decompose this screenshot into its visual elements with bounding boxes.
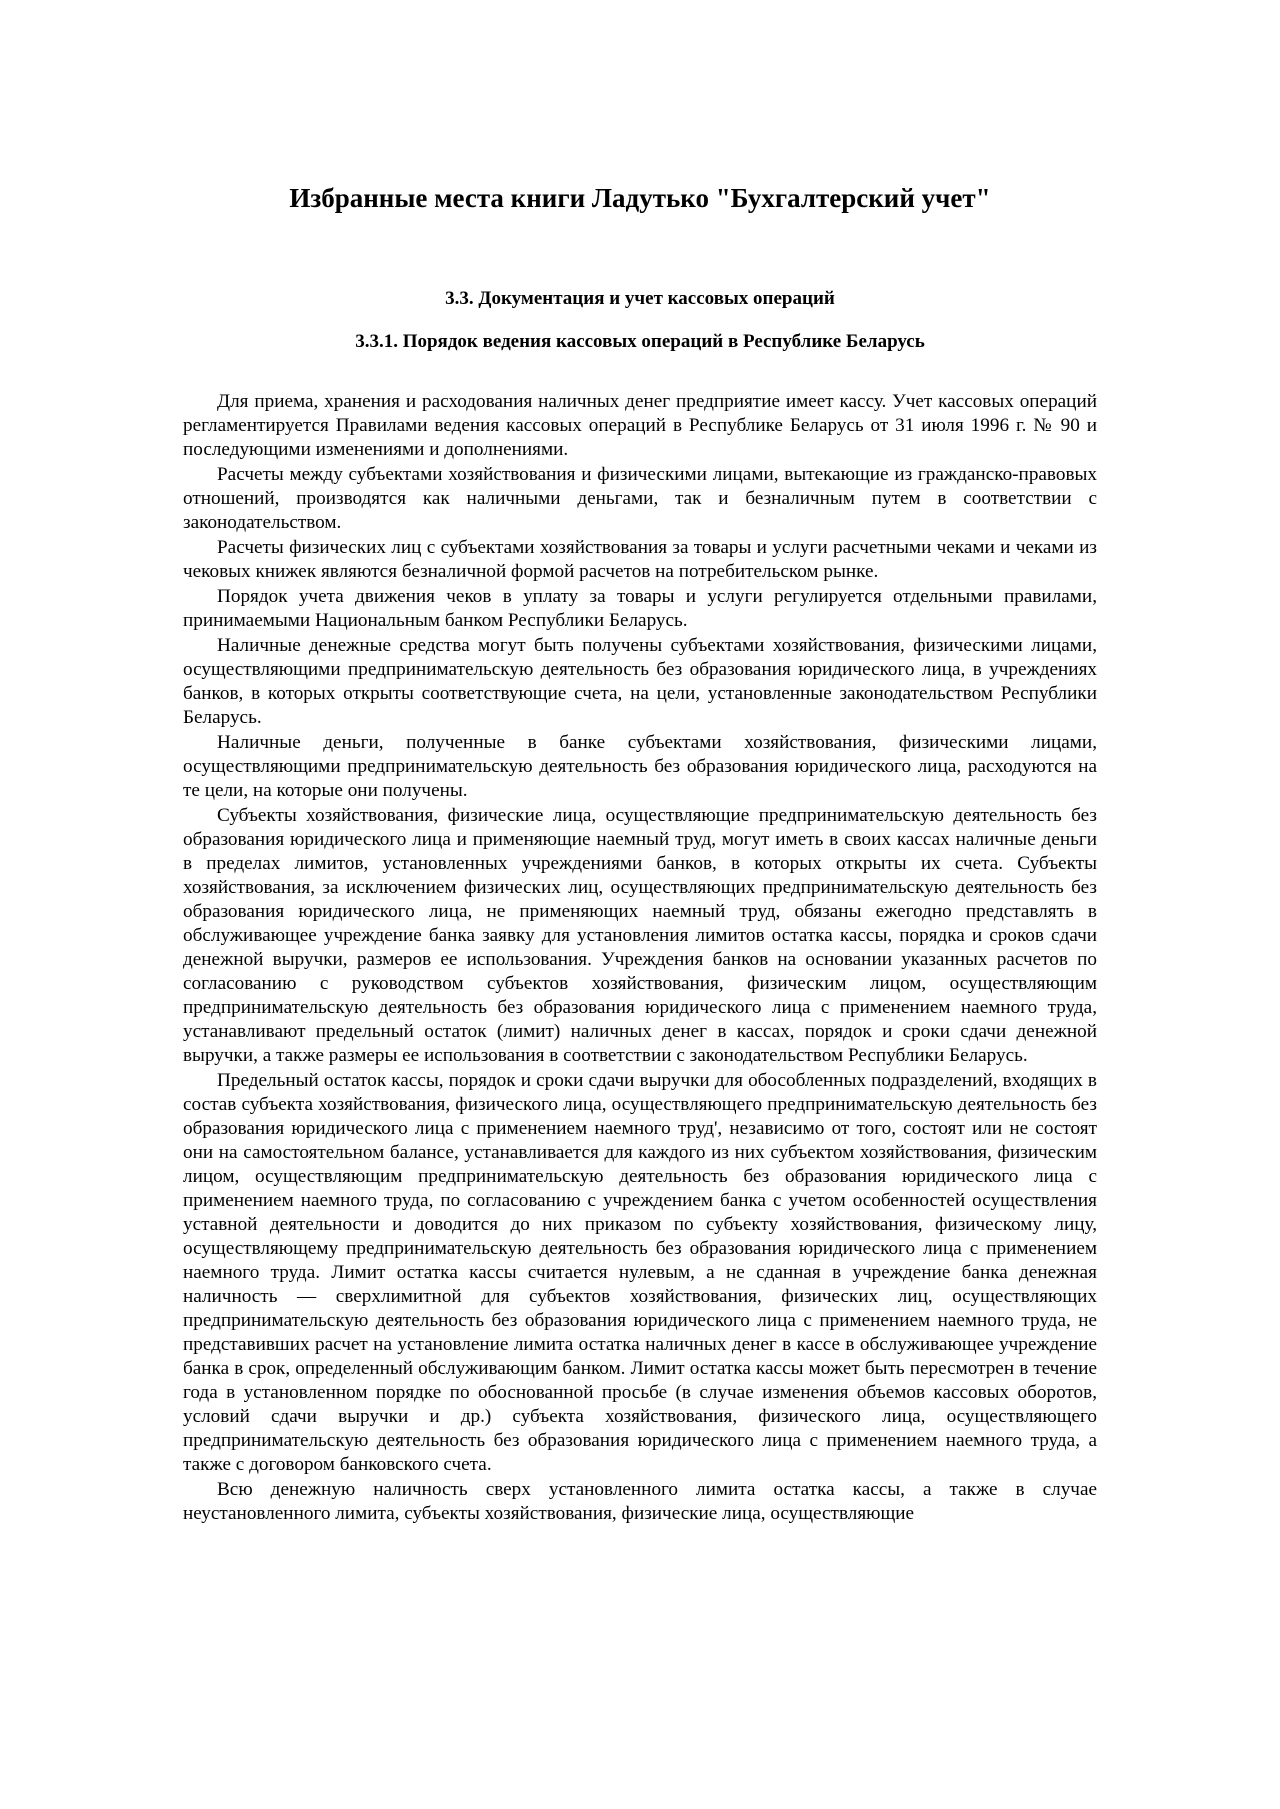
- document-body: [183, 390, 1097, 1526]
- paragraph: Субъекты хозяйствования, физические лица, осуществляющие предпринимательскую деятельность без образования юридического лица и применяющие наемный труд, могут иметь в своих кассах наличные деньги в пределах лимитов, установленных учреждениями банков, в которых открыты их счета. Субъекты хозяйствования, за исключением физических лиц, осуществляющих предпринимательскую деятельность без образования юридического лица, не применяющих наемный труд, обязаны ежегодно представлять в обслуживающее учреждение банка заявку для установления лимитов остатка кассы, порядка и сроков сдачи денежной выручки, размеров ее использования. Учреждения банков на основании указанных расчетов по согласованию с руководством субъектов хозяйствования, физическим лицом, осуществляющим предпринимательскую деятельность без образования юридического лица с применением наемного труда, устанавливают предельный остаток (лимит) наличных денег в кассах, порядок и сроки сдачи денежной выручки, а также размеры ее использования в соответствии с законодательством Республики Беларусь.: [183, 805, 1097, 1066]
- paragraph: Порядок учета движения чеков в уплату за товары и услуги регулируется отдельными правилами, принимаемыми Национальным банком Республики Беларусь.: [183, 586, 1097, 631]
- paragraph: Расчеты физических лиц с субъектами хозяйствования за товары и услуги расчетными чеками и чеками из чековых книжек являются безналичной формой расчетов на потребительском рынке.: [183, 537, 1097, 582]
- paragraph: Наличные деньги, полученные в банке субъектами хозяйствования, физическими лицами, осуществляющими предпринимательскую деятельность без образования юридического лица, расходуются на те цели, на которые они получены.: [183, 732, 1097, 801]
- document-title: Избранные места книги Ладутько "Бухгалтерский учет": [289, 183, 991, 213]
- paragraph: Для приема, хранения и расходования наличных денег предприятие имеет кассу. Учет кассовых операций регламентируется Правилами ведения кассовых операций в Республике Беларусь от 31 июля 1996 г. № 90 и последующими изменениями и дополнениями.: [183, 391, 1097, 460]
- paragraph: Предельный остаток кассы, порядок и сроки сдачи выручки для обособленных подразделений, входящих в состав субъекта хозяйствования, физического лица, осуществляющего предпринимательскую деятельность без образования юридического лица с применением наемного труд', независимо от того, состоят или не состоят они на самостоятельном балансе, устанавливается для каждого из них субъектом хозяйствования, физическим лицом, осуществляющим предпринимательскую деятельность без образования юридического лица с применением наемного труда, по согласованию с учреждением банка с учетом особенностей осуществления уставной деятельности и доводится до них приказом по субъекту хозяйствования, физическому лицу, осуществляющему предпринимательскую деятельность без образования юридического лица с применением наемного труда. Лимит остатка кассы считается нулевым, а не сданная в учреждение банка денежная наличность — сверхлимитной для субъектов хозяйствования, физических лиц, осуществляющих предпринимательскую деятельность без образования юридического лица с применением наемного труда, не представивших расчет на установление лимита остатка наличных денег в кассе в обслуживающее учреждение банка в срок, определенный обслуживающим банком. Лимит остатка кассы может быть пересмотрен в течение года в установленном порядке по обоснованной просьбе (в случае изменения объемов кассовых оборотов, условий сдачи выручки и др.) субъекта хозяйствования, физического лица, осуществляющего предпринимательскую деятельность без образования юридического лица с применением наемного труда, а также с договором банковского счета.: [183, 1070, 1097, 1475]
- section-heading: 3.3. Документация и учет кассовых операций: [445, 288, 835, 309]
- paragraph: Расчеты между субъектами хозяйствования и физическими лицами, вытекающие из гражданско-правовых отношений, производятся как наличными деньгами, так и безналичным путем в соответствии с законодательством.: [183, 464, 1097, 533]
- paragraph: Наличные денежные средства могут быть получены субъектами хозяйствования, физическими лицами, осуществляющими предпринимательскую деятельность без образования юридического лица, в учреждениях банков, в которых открыты соответствующие счета, на цели, установленные законодательством Республики Беларусь.: [183, 635, 1097, 728]
- paragraph: Всю денежную наличность сверх установленного лимита остатка кассы, а также в случае неустановленного лимита, субъекты хозяйствования, физические лица, осуществляющие: [183, 1479, 1097, 1524]
- subsection-heading: 3.3.1. Порядок ведения кассовых операций в Республике Беларусь: [355, 331, 925, 352]
